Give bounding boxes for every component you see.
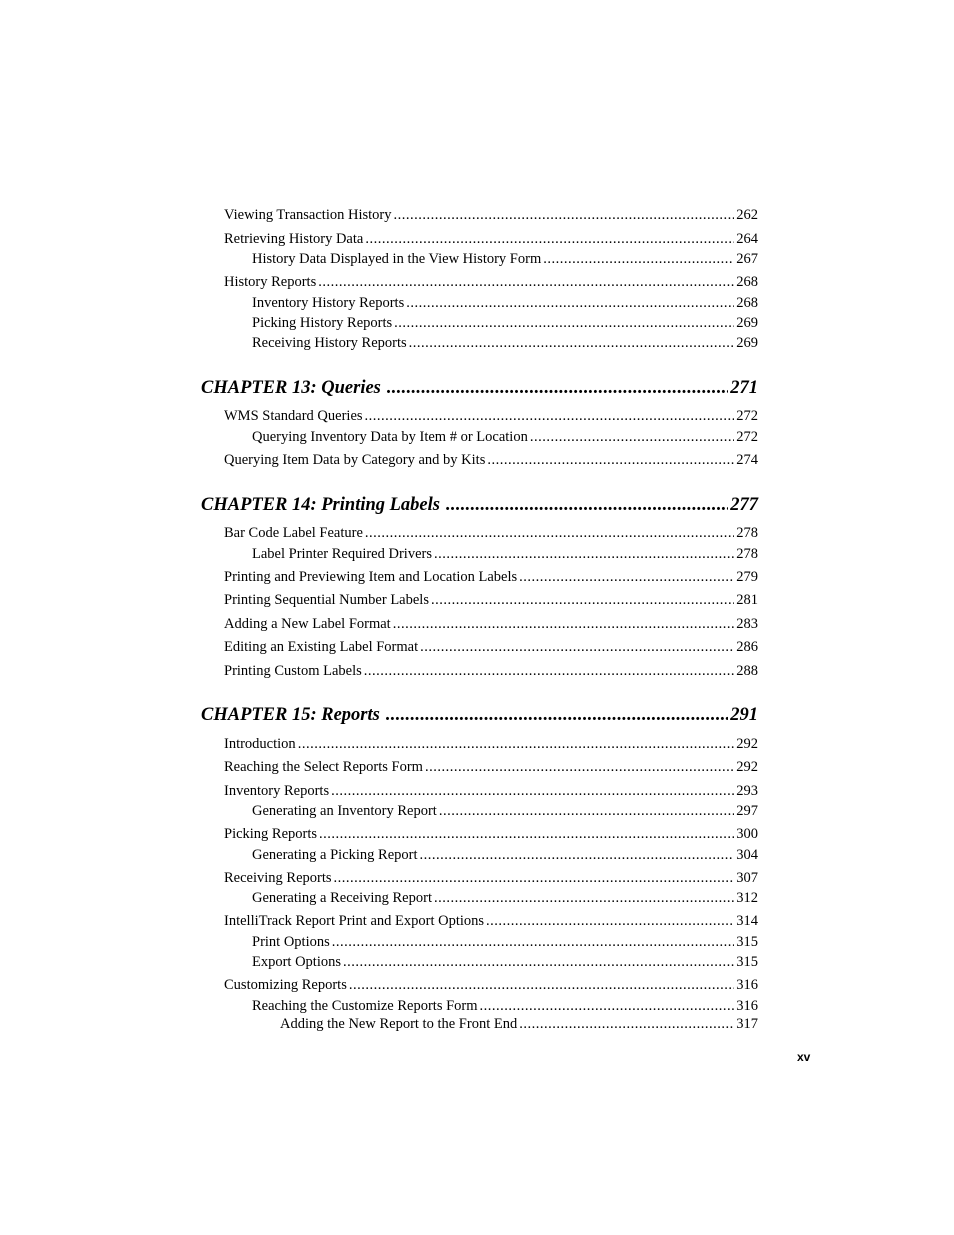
toc-entry-title: Label Printer Required Drivers: [252, 546, 432, 562]
dot-leader: [406, 294, 734, 312]
toc-entry-title: Export Options: [252, 954, 342, 970]
toc-entry-title: Bar Code Label Feature: [224, 525, 363, 541]
chapter-page: 291: [730, 705, 758, 725]
toc-entry-title: Inventory Reports: [224, 783, 330, 799]
dot-leader: [420, 638, 734, 656]
dot-leader: [543, 250, 734, 268]
chapter-title: CHAPTER 15: Reports: [201, 705, 380, 725]
toc-entry-title: Inventory History Reports: [252, 295, 405, 311]
toc-entry-page: 268: [736, 295, 758, 311]
toc-entry: [252, 250, 758, 268]
dot-leader: [298, 735, 735, 753]
toc-entry: [224, 615, 758, 633]
toc-entry: [224, 230, 758, 248]
dot-leader: [487, 451, 734, 469]
toc-entry: [224, 451, 758, 469]
toc-entry-page: 274: [736, 452, 758, 468]
toc-entry: [252, 314, 758, 332]
toc-entry: [252, 802, 758, 820]
toc-entry-page: 267: [736, 251, 758, 267]
toc-entry-title: Customizing Reports: [224, 977, 347, 993]
toc-entry-title: Editing an Existing Label Format: [224, 639, 419, 655]
toc-entry-page: 288: [736, 663, 758, 679]
chapter-heading: [201, 377, 758, 399]
dot-leader: [393, 615, 735, 633]
toc-entry: [224, 206, 758, 224]
chapter-page: 271: [730, 378, 758, 398]
toc-entry-page: 278: [736, 546, 758, 562]
dot-leader: [519, 568, 734, 586]
toc-entry-page: 297: [736, 803, 758, 819]
toc-entry: [224, 568, 758, 586]
toc-entry: [224, 912, 758, 930]
toc-entry: [224, 273, 758, 291]
toc-entry-page: 316: [736, 977, 758, 993]
toc-entry-title: Generating a Receiving Report: [252, 890, 432, 906]
toc-entry-title: Print Options: [252, 934, 330, 950]
dot-leader: [364, 662, 735, 680]
toc-entry: [224, 758, 758, 776]
toc-entry-title: Reaching the Customize Reports Form: [252, 998, 478, 1014]
toc-entry-page: 286: [736, 639, 758, 655]
toc-entry-page: 264: [736, 231, 758, 247]
toc-entry-page: 292: [736, 736, 758, 752]
chapter-page: 277: [730, 495, 758, 515]
toc-entry-page: 293: [736, 783, 758, 799]
toc-entry: [252, 933, 758, 951]
toc-entry-page: 269: [736, 315, 758, 331]
dot-leader: [480, 997, 735, 1015]
dot-leader: [349, 976, 734, 994]
toc-entry-title: Introduction: [224, 736, 296, 752]
toc-entry-page: 283: [736, 616, 758, 632]
toc-entry-title: Printing Sequential Number Labels: [224, 592, 429, 608]
dot-leader: [431, 591, 734, 609]
toc-entry-page: 272: [736, 408, 758, 424]
dot-leader: [386, 704, 728, 726]
toc-entry-title: History Data Displayed in the View History Form: [252, 251, 542, 267]
toc-entry: [224, 638, 758, 656]
dot-leader: [434, 545, 734, 563]
toc-entry-page: 300: [736, 826, 758, 842]
toc-entry-title: WMS Standard Queries: [224, 408, 363, 424]
dot-leader: [425, 758, 734, 776]
toc-entry-page: 268: [736, 274, 758, 290]
toc-entry-page: 315: [736, 934, 758, 950]
toc-entry-page: 262: [736, 207, 758, 223]
toc-entry: [252, 545, 758, 563]
dot-leader: [334, 869, 735, 887]
toc-entry-page: 278: [736, 525, 758, 541]
toc-entry-title: Generating an Inventory Report: [252, 803, 437, 819]
toc-entry-title: IntelliTrack Report Print and Export Options: [224, 913, 485, 929]
toc-entry-title: Printing and Previewing Item and Location Labels: [224, 569, 518, 585]
toc-entry-title: Adding the New Report to the Front End: [280, 1016, 518, 1032]
toc-entry-page: 292: [736, 759, 758, 775]
toc-entry: [252, 334, 758, 352]
toc-entry: [224, 735, 758, 753]
toc-entry-title: Querying Inventory Data by Item # or Location: [252, 429, 528, 445]
toc-entry: [224, 825, 758, 843]
toc-entry: [280, 1015, 758, 1033]
toc-entry: [224, 976, 758, 994]
chapter-title: CHAPTER 14: Printing Labels: [201, 495, 440, 515]
dot-leader: [343, 953, 734, 971]
chapter-heading: [201, 494, 758, 516]
toc-entry-title: Retrieving History Data: [224, 231, 364, 247]
toc-entry-page: 269: [736, 335, 758, 351]
toc-entry-page: 272: [736, 429, 758, 445]
toc-entry-page: 279: [736, 569, 758, 585]
dot-leader: [519, 1015, 734, 1033]
toc-entry: [224, 662, 758, 680]
toc-entry-page: 307: [736, 870, 758, 886]
dot-leader: [420, 846, 735, 864]
toc-entry-title: Querying Item Data by Category and by Kits: [224, 452, 486, 468]
toc-entry-title: Picking History Reports: [252, 315, 393, 331]
dot-leader: [486, 912, 734, 930]
toc-entry-page: 316: [736, 998, 758, 1014]
toc-entry-title: Reaching the Select Reports Form: [224, 759, 423, 775]
toc-entry: [252, 953, 758, 971]
toc-entry-page: 312: [736, 890, 758, 906]
chapter-heading: [201, 704, 758, 726]
toc-entry: [224, 524, 758, 542]
dot-leader: [434, 889, 734, 907]
toc-entry: [252, 997, 758, 1015]
dot-leader: [365, 524, 734, 542]
toc-entry-title: Adding a New Label Format: [224, 616, 391, 632]
dot-leader: [365, 230, 734, 248]
toc-entry: [224, 591, 758, 609]
toc-entry-title: Viewing Transaction History: [224, 207, 392, 223]
toc-entry: [252, 294, 758, 312]
dot-leader: [409, 334, 735, 352]
toc-entry-title: Generating a Picking Report: [252, 847, 418, 863]
toc-entry-title: Printing Custom Labels: [224, 663, 362, 679]
toc-entry-page: 317: [736, 1016, 758, 1032]
toc-entry: [252, 846, 758, 864]
dot-leader: [530, 428, 734, 446]
toc-entry-page: 281: [736, 592, 758, 608]
dot-leader: [394, 206, 735, 224]
dot-leader: [365, 407, 735, 425]
dot-leader: [394, 314, 734, 332]
dot-leader: [446, 494, 728, 516]
toc-entry: [252, 428, 758, 446]
dot-leader: [319, 825, 734, 843]
toc-entry: [224, 782, 758, 800]
dot-leader: [331, 782, 734, 800]
toc-entry: [224, 869, 758, 887]
toc-entry: [252, 889, 758, 907]
toc-entry-page: 314: [736, 913, 758, 929]
toc-entry-page: 315: [736, 954, 758, 970]
dot-leader: [318, 273, 734, 291]
toc-entry-title: Receiving History Reports: [252, 335, 407, 351]
toc-entry: [224, 407, 758, 425]
toc-entry-title: Receiving Reports: [224, 870, 332, 886]
chapter-title: CHAPTER 13: Queries: [201, 378, 381, 398]
page-number: xv: [797, 1050, 811, 1064]
dot-leader: [332, 933, 735, 951]
toc-entry-title: History Reports: [224, 274, 317, 290]
toc-entry-page: 304: [736, 847, 758, 863]
toc-entry-title: Picking Reports: [224, 826, 318, 842]
dot-leader: [387, 377, 728, 399]
dot-leader: [439, 802, 734, 820]
